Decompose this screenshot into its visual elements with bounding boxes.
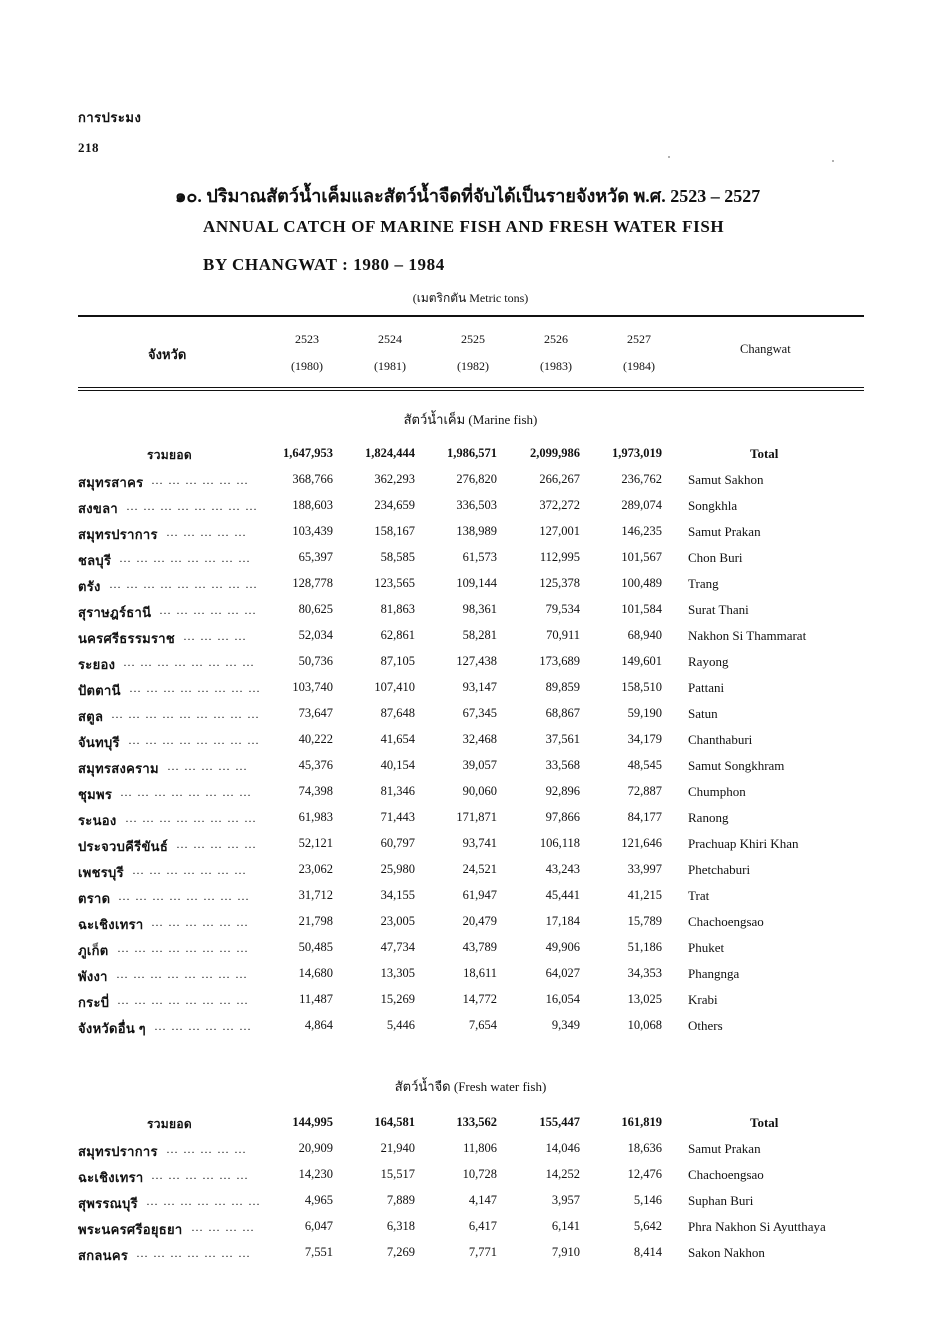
leader-dots: … … … … … [166,525,247,539]
table-row [0,1219,941,1245]
catch-value: 10,728 [462,1167,497,1181]
catch-value: 37,561 [545,732,580,746]
catch-value: 50,736 [298,654,333,668]
table-row [0,758,941,784]
catch-value: 6,417 [468,1219,497,1233]
column-header-year-ad: (1984) [623,359,655,373]
catch-value: 81,346 [380,784,415,798]
catch-value: 123,565 [374,576,415,590]
section-heading-freshwater: สัตว์น้ำจืด (Fresh water fish) [394,1079,547,1094]
catch-value: 81,863 [380,602,415,616]
catch-value: 109,144 [456,576,497,590]
leader-dots: … … … … … [166,1142,247,1156]
table-row [0,498,941,524]
catch-value: 90,060 [462,784,497,798]
province-name-english: Sakon Nakhon [688,1245,765,1260]
leader-dots: … … … … … … [159,603,257,617]
catch-value: 67,345 [462,706,497,720]
leader-dots: … … … … [191,1220,255,1234]
catch-value: 31,712 [298,888,333,902]
catch-value: 4,965 [304,1193,333,1207]
leader-dots: … … … … … … … … … [111,707,260,721]
catch-value: 13,025 [627,992,662,1006]
leader-dots: … … … … … … … … … [109,577,258,591]
province-name-english: Phuket [688,940,725,955]
catch-value: 133,562 [456,1115,497,1129]
province-name-thai: สุพรรณบุรี [78,1196,138,1211]
catch-value: 24,521 [462,862,497,876]
catch-value: 5,446 [386,1018,415,1032]
catch-value: 61,947 [462,888,497,902]
leader-dots: … … … … … … … … [123,655,255,669]
catch-value: 41,215 [627,888,662,902]
catch-value: 12,476 [627,1167,662,1181]
catch-value: 52,121 [298,836,333,850]
catch-value: 97,866 [545,810,580,824]
catch-value: 89,859 [545,680,580,694]
province-name-thai: ประจวบคีรีขันธ์ [78,839,169,854]
province-name-thai: ระยอง [78,657,116,672]
catch-value: 74,398 [298,784,333,798]
province-name-thai: ฉะเชิงเทรา [78,1170,144,1185]
catch-value: 101,567 [621,550,662,564]
table-row [0,888,941,914]
catch-value: 68,940 [627,628,662,642]
catch-value: 40,222 [298,732,333,746]
units-note: (เมตริกตัน Metric tons) [412,291,529,305]
catch-value: 7,654 [468,1018,497,1032]
leader-dots: … … … … … … … [146,1194,261,1208]
catch-value: 47,734 [380,940,415,954]
catch-value: 45,376 [298,758,333,772]
province-name-thai: ฉะเชิงเทรา [78,917,144,932]
catch-value: 18,636 [627,1141,662,1155]
catch-value: 336,503 [456,498,497,512]
table-row [0,576,941,602]
catch-value: 40,154 [380,758,415,772]
catch-value: 121,646 [621,836,662,850]
catch-value: 14,252 [545,1167,580,1181]
scan-speck [832,160,834,162]
catch-value: 112,995 [539,550,580,564]
catch-value: 25,980 [380,862,415,876]
catch-value: 92,896 [545,784,580,798]
catch-value: 93,147 [462,680,497,694]
leader-dots: … … … … [183,629,247,643]
province-name-english: Trat [688,888,710,903]
table-row [0,1141,941,1167]
province-name-english: Samut Prakan [688,524,761,539]
catch-value: 1,824,444 [365,446,415,460]
catch-value: 61,983 [298,810,333,824]
catch-value: 103,740 [292,680,333,694]
catch-value: 368,766 [292,472,333,486]
province-name-english: Chachoengsao [688,1167,764,1182]
province-name-thai: รวมยอด [147,1117,192,1131]
leader-dots: … … … … … … … … [118,889,250,903]
column-header-year-ad: (1983) [540,359,572,373]
province-name-english: Chon Buri [688,550,743,565]
catch-value: 234,659 [374,498,415,512]
column-header-year-ad: (1981) [374,359,406,373]
province-name-thai: สงขลา [78,501,118,516]
catch-value: 34,155 [380,888,415,902]
province-name-thai: พังงา [78,969,108,984]
top-rule [78,315,864,317]
page-number: 218 [78,140,99,155]
column-header-year-ad: (1982) [457,359,489,373]
catch-value: 71,443 [380,810,415,824]
table-row [0,1167,941,1193]
catch-value: 155,447 [539,1115,580,1129]
catch-value: 362,293 [374,472,415,486]
province-name-thai: ชุมพร [78,787,113,802]
column-header-year-be: 2524 [378,332,402,346]
catch-value: 23,005 [380,914,415,928]
catch-value: 21,940 [380,1141,415,1155]
catch-value: 14,230 [298,1167,333,1181]
catch-value: 144,995 [292,1115,333,1129]
leader-dots: … … … … … [167,759,248,773]
table-row [0,602,941,628]
leader-dots: … … … … … … [151,1168,249,1182]
catch-value: 15,269 [380,992,415,1006]
province-name-english: Total [750,446,779,461]
catch-value: 16,054 [545,992,580,1006]
catch-value: 59,190 [627,706,662,720]
catch-value: 7,269 [386,1245,415,1259]
province-name-english: Chachoengsao [688,914,764,929]
column-header-year-be: 2523 [295,332,319,346]
catch-value: 34,179 [627,732,662,746]
catch-value: 49,906 [545,940,580,954]
catch-value: 62,861 [380,628,415,642]
province-name-english: Phangnga [688,966,740,981]
catch-value: 1,973,019 [612,446,662,460]
catch-value: 39,057 [462,758,497,772]
column-header-province-th: จังหวัด [148,347,187,362]
catch-value: 20,909 [298,1141,333,1155]
catch-value: 100,489 [621,576,662,590]
catch-value: 101,584 [621,602,662,616]
table-row [0,914,941,940]
catch-value: 4,864 [304,1018,333,1032]
province-name-english: Samut Prakan [688,1141,761,1156]
catch-value: 10,068 [627,1018,662,1032]
table-row [0,784,941,810]
table-row [0,1245,941,1271]
table-row [0,940,941,966]
leader-dots: … … … … … … [154,1019,252,1033]
table-row [0,550,941,576]
catch-value: 79,534 [545,602,580,616]
leader-dots: … … … … … … … … [119,551,251,565]
catch-value: 7,771 [468,1245,497,1259]
catch-value: 58,281 [462,628,497,642]
catch-value: 173,689 [539,654,580,668]
catch-value: 171,871 [456,810,497,824]
table-row [0,862,941,888]
province-name-english: Ranong [688,810,729,825]
province-name-english: Krabi [688,992,718,1007]
catch-value: 11,806 [463,1141,497,1155]
catch-value: 43,789 [462,940,497,954]
province-name-english: Phra Nakhon Si Ayutthaya [688,1219,826,1234]
leader-dots: … … … … … … … … [116,967,248,981]
catch-value: 51,186 [627,940,662,954]
catch-value: 266,267 [539,472,580,486]
catch-value: 138,989 [456,524,497,538]
province-name-english: Chumphon [688,784,746,799]
province-name-english: Prachuap Khiri Khan [688,836,799,851]
catch-value: 372,272 [539,498,580,512]
catch-value: 58,585 [380,550,415,564]
catch-value: 15,789 [627,914,662,928]
catch-value: 8,414 [633,1245,662,1259]
catch-value: 32,468 [462,732,497,746]
catch-value: 34,353 [627,966,662,980]
province-name-english: Surat Thani [688,602,749,617]
catch-value: 21,798 [298,914,333,928]
catch-value: 87,105 [380,654,415,668]
leader-dots: … … … … … … … … [120,785,252,799]
province-name-thai: ชลบุรี [78,553,112,568]
catch-value: 127,001 [539,524,580,538]
catch-value: 1,647,953 [283,446,333,460]
catch-value: 61,573 [462,550,497,564]
catch-value: 128,778 [292,576,333,590]
table-row [0,680,941,706]
province-name-thai: สมุทรปราการ [78,527,158,542]
province-name-english: Trang [688,576,719,591]
province-name-thai: สุราษฎร์ธานี [78,605,152,620]
catch-value: 5,642 [633,1219,662,1233]
province-name-english: Satun [688,706,718,721]
catch-value: 6,141 [551,1219,580,1233]
catch-value: 45,441 [545,888,580,902]
leader-dots: … … … … … … [151,473,249,487]
catch-value: 52,034 [298,628,333,642]
catch-value: 164,581 [374,1115,415,1129]
catch-value: 23,062 [298,862,333,876]
province-name-english: Chanthaburi [688,732,753,747]
column-header-year-ad: (1980) [291,359,323,373]
header-rule-2 [78,390,864,391]
catch-value: 64,027 [545,966,580,980]
catch-value: 9,349 [551,1018,580,1032]
catch-value: 146,235 [621,524,662,538]
table-row [0,992,941,1018]
province-name-english: Total [750,1115,779,1130]
total-row [0,446,941,472]
catch-value: 7,889 [386,1193,415,1207]
catch-value: 68,867 [545,706,580,720]
province-name-english: Suphan Buri [688,1193,754,1208]
catch-value: 18,611 [463,966,497,980]
catch-value: 41,654 [380,732,415,746]
catch-value: 43,243 [545,862,580,876]
scan-speck [668,156,670,158]
catch-value: 33,997 [627,862,662,876]
leader-dots: … … … … … [176,837,257,851]
catch-value: 188,603 [292,498,333,512]
leader-dots: … … … … … … … … [128,733,260,747]
leader-dots: … … … … … … … … [117,941,249,955]
table-title-english: ANNUAL CATCH OF MARINE FISH AND FRESH WATER FISH [203,217,725,236]
table-row [0,1193,941,1219]
province-name-english: Songkhla [688,498,738,513]
catch-value: 33,568 [545,758,580,772]
catch-value: 103,439 [292,524,333,538]
catch-value: 4,147 [468,1193,497,1207]
total-row [0,1115,941,1141]
province-name-thai: นครศรีธรรมราช [78,631,175,646]
catch-value: 106,118 [539,836,580,850]
province-name-english: Nakhon Si Thammarat [688,628,807,643]
section-heading-marine: สัตว์น้ำเค็ม (Marine fish) [403,412,538,427]
catch-value: 6,318 [386,1219,415,1233]
column-header-year-be: 2527 [627,332,651,346]
catch-value: 7,910 [551,1245,580,1259]
province-name-thai: ภูเก็ต [78,943,109,958]
leader-dots: … … … … … … [151,915,249,929]
province-name-thai: ตรัง [78,579,101,594]
catch-value: 276,820 [456,472,497,486]
catch-value: 7,551 [304,1245,333,1259]
province-name-english: Pattani [688,680,725,695]
province-name-english: Samut Sakhon [688,472,764,487]
catch-value: 73,647 [298,706,333,720]
catch-value: 98,361 [462,602,497,616]
catch-value: 93,741 [462,836,497,850]
catch-value: 289,074 [621,498,662,512]
province-name-thai: ปัตตานี [78,683,121,698]
province-name-thai: ระนอง [78,813,117,828]
province-name-english: Rayong [688,654,729,669]
table-row [0,628,941,654]
table-row [0,1018,941,1044]
catch-value: 236,762 [621,472,662,486]
province-name-thai: เพชรบุรี [78,865,124,880]
province-name-english: Samut Songkhram [688,758,785,773]
leader-dots: … … … … … … … … [117,993,249,1007]
catch-value: 5,146 [633,1193,662,1207]
province-name-thai: จันทบุรี [78,735,120,750]
leader-dots: … … … … … … … … [129,681,261,695]
catch-value: 72,887 [627,784,662,798]
catch-value: 80,625 [298,602,333,616]
province-name-thai: จังหวัดอื่น ๆ [78,1021,146,1036]
province-name-thai: สกลนคร [78,1248,129,1263]
province-name-thai: สมุทรสาคร [78,475,144,490]
catch-value: 127,438 [456,654,497,668]
province-name-thai: รวมยอด [147,448,192,462]
catch-value: 125,378 [539,576,580,590]
catch-value: 2,099,986 [530,446,580,460]
header-rule-1 [78,387,864,388]
chapter-title: การประมง [78,110,142,125]
catch-value: 17,184 [545,914,580,928]
table-row [0,706,941,732]
table-subtitle-english: BY CHANGWAT : 1980 – 1984 [203,255,445,274]
province-name-english: Phetchaburi [688,862,751,877]
catch-value: 15,517 [380,1167,415,1181]
catch-value: 50,485 [298,940,333,954]
catch-value: 6,047 [304,1219,333,1233]
leader-dots: … … … … … … … [132,863,247,877]
table-row [0,732,941,758]
catch-value: 60,797 [380,836,415,850]
table-row [0,836,941,862]
table-row [0,810,941,836]
catch-value: 149,601 [621,654,662,668]
column-header-year-be: 2525 [461,332,485,346]
province-name-thai: สมุทรปราการ [78,1144,158,1159]
catch-value: 107,410 [374,680,415,694]
province-name-thai: ตราด [78,891,111,906]
catch-value: 158,167 [374,524,415,538]
table-row [0,966,941,992]
catch-value: 3,957 [551,1193,580,1207]
column-header-changwat: Changwat [740,342,791,356]
province-name-english: Others [688,1018,723,1033]
province-name-thai: สมุทรสงคราม [78,761,159,776]
catch-value: 161,819 [621,1115,662,1129]
table-row [0,472,941,498]
catch-value: 13,305 [380,966,415,980]
catch-value: 14,046 [545,1141,580,1155]
table-row [0,524,941,550]
catch-value: 48,545 [627,758,662,772]
catch-value: 20,479 [462,914,497,928]
leader-dots: … … … … … … … [136,1246,251,1260]
province-name-thai: กระบี่ [78,995,110,1010]
table-row [0,654,941,680]
catch-value: 14,772 [462,992,497,1006]
catch-value: 84,177 [627,810,662,824]
province-name-thai: สตูล [78,709,104,724]
column-header-year-be: 2526 [544,332,568,346]
catch-value: 158,510 [621,680,662,694]
leader-dots: … … … … … … … … [126,499,258,513]
catch-value: 70,911 [546,628,580,642]
leader-dots: … … … … … … … … [125,811,257,825]
catch-value: 87,648 [380,706,415,720]
catch-value: 1,986,571 [447,446,497,460]
catch-value: 65,397 [298,550,333,564]
catch-value: 14,680 [298,966,333,980]
catch-value: 11,487 [299,992,333,1006]
province-name-thai: พระนครศรีอยุธยา [78,1222,183,1237]
table-title-thai: ๑๐. ปริมาณสัตว์น้ำเค็มและสัตว์น้ำจืดที่จับได้เป็นรายจังหวัด พ.ศ. 2523 – 2527 [175,186,761,206]
